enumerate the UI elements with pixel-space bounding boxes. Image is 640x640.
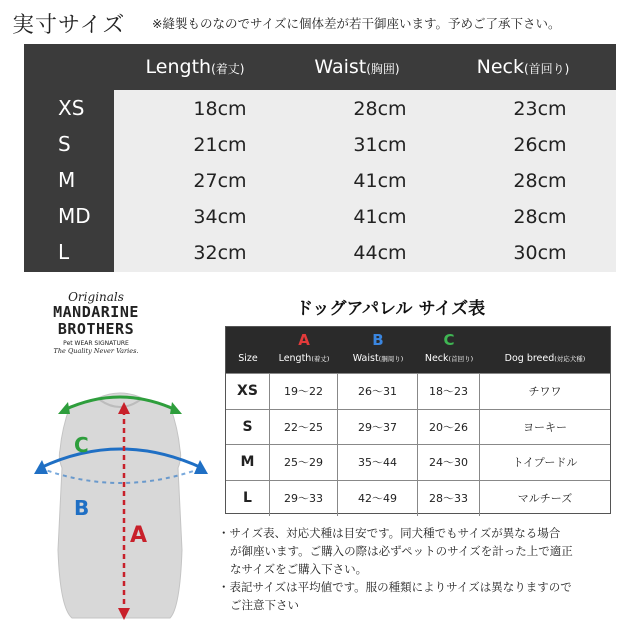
size-chart-title: 実寸サイズ [12, 13, 126, 38]
note-line: ご注意下さい [230, 598, 299, 612]
neck-cell: 28〜33 [418, 481, 480, 516]
size-cell: M [226, 445, 270, 480]
length-cell: 25〜29 [270, 445, 338, 480]
size-label: L [58, 240, 70, 264]
logo-originals: Originals [68, 290, 124, 304]
breed-cell: トイプードル [512, 456, 578, 469]
table-header [24, 44, 616, 90]
table-row [114, 92, 616, 128]
neck-value: 28cm [513, 206, 567, 228]
label-b: B [74, 496, 90, 520]
neck-value: 30cm [513, 242, 567, 264]
label-a: A [130, 523, 148, 548]
brand-logo [36, 290, 156, 380]
size-cell: S [226, 410, 270, 445]
waist-value: 44cm [353, 242, 407, 264]
breed-cell: ヨーキー [523, 420, 567, 434]
size-column [24, 90, 114, 272]
table-row [226, 444, 610, 480]
length-cell: 22〜25 [270, 410, 338, 445]
breed-cell: チワワ [528, 385, 562, 398]
header-neck: Neck(首回り) [476, 56, 570, 78]
waist-cell: 42〜49 [338, 481, 418, 516]
header-length: Length(着丈) [145, 56, 245, 78]
size-cell: XS [226, 374, 270, 409]
header-breed: Dog breed(対応犬種) [504, 353, 586, 364]
waist-cell: 35〜44 [338, 445, 418, 480]
size-cell: L [226, 481, 270, 516]
header-waist: Waist(胸囲) [314, 56, 400, 78]
header-waist: Waist(胴周り) [352, 353, 404, 364]
header-letter-b: B [372, 331, 384, 349]
note-line: なサイズをご購入下さい。 [230, 562, 368, 576]
table-row [114, 236, 616, 272]
arrow-head-icon [34, 460, 48, 474]
table-row [226, 409, 610, 445]
logo-brand-line1: MANDARINE [53, 303, 139, 321]
size-notes [218, 524, 618, 614]
garment-diagram [20, 380, 220, 630]
table-row [226, 480, 610, 516]
dog-size-table-title: ドッグアパレル サイズ表 [296, 299, 486, 319]
length-value: 18cm [193, 98, 247, 120]
neck-cell: 18〜23 [418, 374, 480, 409]
neck-value: 28cm [513, 170, 567, 192]
note-line: ・表記サイズは平均値です。服の種類によりサイズは異なりますので [218, 580, 572, 594]
size-label: S [58, 132, 71, 156]
note-line: が御座います。ご購入の際は必ずペットのサイズを計った上で適正 [230, 544, 573, 558]
logo-brand-line2: BROTHERS [57, 320, 135, 338]
table-row [226, 373, 610, 409]
neck-value: 26cm [513, 134, 567, 156]
arrow-head-icon [58, 402, 70, 414]
waist-cell: 29〜37 [338, 410, 418, 445]
neck-value: 23cm [513, 98, 567, 120]
actual-size-table [24, 44, 616, 272]
waist-value: 41cm [353, 170, 407, 192]
header-size: Size [238, 353, 258, 364]
dog-table-header [226, 327, 610, 373]
note-line: ・サイズ表、対応犬種は目安です。同犬種でもサイズが異なる場合 [218, 526, 561, 540]
table-body [114, 90, 616, 272]
logo-signature: Pet WEAR SIGNATURE [63, 340, 129, 347]
table-row [114, 128, 616, 164]
neck-cell: 24〜30 [418, 445, 480, 480]
size-label: M [58, 168, 76, 192]
waist-value: 28cm [353, 98, 407, 120]
header-length: Length(着丈) [278, 353, 330, 364]
logo-tagline: The Quality Never Varies. [53, 347, 139, 355]
header-neck: Neck(首回り) [424, 353, 474, 364]
length-cell: 19〜22 [270, 374, 338, 409]
sewing-variance-note: ※縫製ものなのでサイズに個体差が若干御座います。予めご了承下さい。 [152, 16, 561, 31]
arrow-head-icon [194, 460, 208, 474]
length-value: 27cm [193, 170, 247, 192]
length-value: 34cm [193, 206, 247, 228]
length-value: 32cm [193, 242, 247, 264]
waist-value: 31cm [353, 134, 407, 156]
length-value: 21cm [193, 134, 247, 156]
breed-cell: マルチーズ [517, 491, 573, 505]
header-letter-c: C [443, 331, 455, 349]
waist-value: 41cm [353, 206, 407, 228]
label-c: C [74, 433, 89, 457]
size-label: XS [58, 96, 85, 120]
header-letter-a: A [298, 331, 310, 349]
dog-size-table [225, 326, 611, 514]
neck-cell: 20〜26 [418, 410, 480, 445]
size-label: MD [58, 204, 91, 228]
waist-cell: 26〜31 [338, 374, 418, 409]
length-cell: 29〜33 [270, 481, 338, 516]
table-row [114, 200, 616, 236]
table-row [114, 164, 616, 200]
arrow-head-icon [170, 402, 182, 414]
